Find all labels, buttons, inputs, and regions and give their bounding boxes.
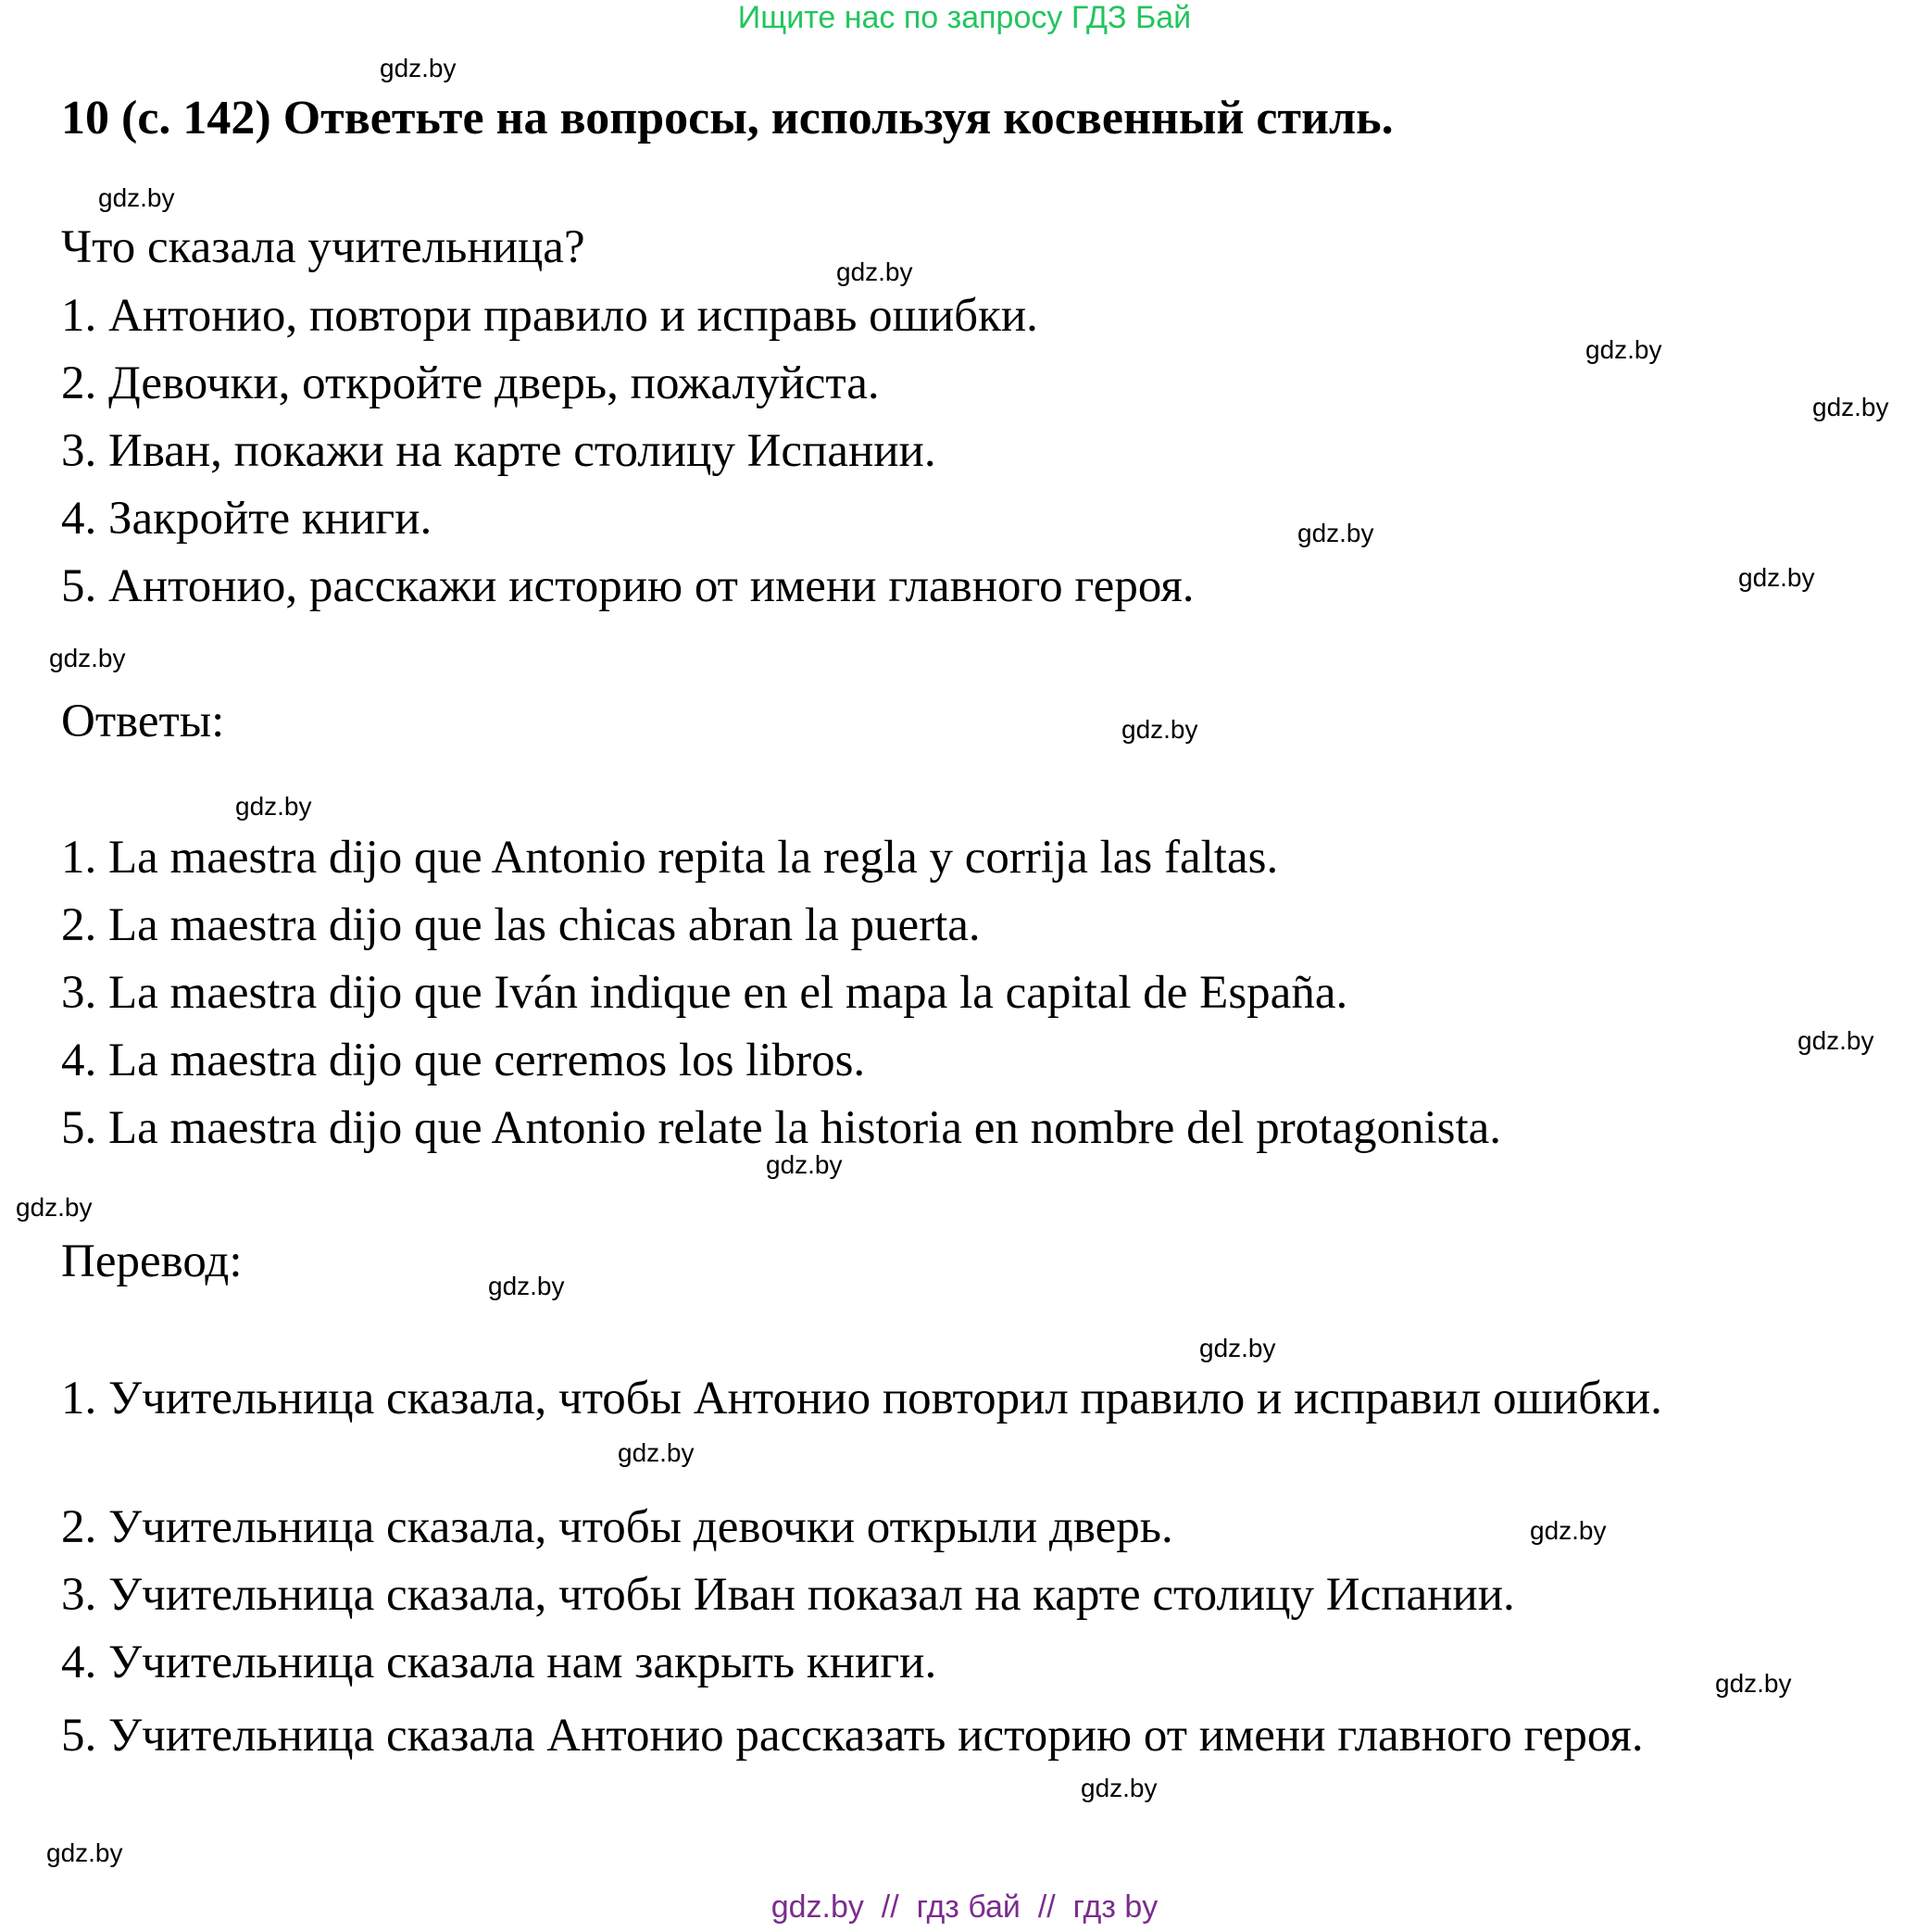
watermark: gdz.by bbox=[235, 792, 312, 821]
translation-item: 2. Учительница сказала, чтобы девочки открыли дверь. bbox=[61, 1501, 1173, 1553]
watermark: gdz.by bbox=[1081, 1774, 1158, 1802]
question-item: 5. Антонио, расскажи историю от имени главного героя. bbox=[61, 560, 1195, 612]
top-banner: Ищите нас по запросу ГДЗ Бай bbox=[737, 0, 1192, 35]
watermark: gdz.by bbox=[1738, 563, 1815, 592]
watermark: gdz.by bbox=[766, 1150, 843, 1179]
watermark: gdz.by bbox=[49, 644, 126, 672]
answer-item: 2. La maestra dijo que las chicas abran la puerta. bbox=[61, 899, 981, 951]
watermark: gdz.by bbox=[1585, 335, 1662, 364]
watermark: gdz.by bbox=[1812, 393, 1889, 421]
question-heading: Что сказала учительница? bbox=[61, 221, 585, 273]
watermark: gdz.by bbox=[618, 1438, 695, 1467]
watermark: gdz.by bbox=[488, 1272, 565, 1300]
watermark: gdz.by bbox=[1530, 1516, 1607, 1545]
watermark: gdz.by bbox=[836, 257, 913, 286]
watermark: gdz.by bbox=[1297, 519, 1374, 547]
question-item: 1. Антонио, повтори правило и исправь ошибки. bbox=[61, 290, 1038, 342]
watermark: gdz.by bbox=[380, 54, 457, 82]
answer-item: 1. La maestra dijo que Antonio repita la regla y corrija las faltas. bbox=[61, 832, 1279, 884]
translation-item: 5. Учительница сказала Антонио рассказать историю от имени главного героя. bbox=[61, 1710, 1644, 1762]
translation-item: 4. Учительница сказала нам закрыть книги. bbox=[61, 1637, 937, 1688]
question-item: 4. Закройте книги. bbox=[61, 493, 432, 545]
answer-item: 3. La maestra dijo que Iván indique en el mapa la capital de España. bbox=[61, 967, 1348, 1019]
watermark: gdz.by bbox=[1121, 715, 1198, 744]
watermark: gdz.by bbox=[16, 1193, 93, 1222]
question-item: 3. Иван, покажи на карте столицу Испании. bbox=[61, 425, 936, 477]
answers-heading: Ответы: bbox=[61, 696, 225, 747]
footer-links: gdz.by // гдз бай // гдз by bbox=[770, 1889, 1159, 1925]
watermark: gdz.by bbox=[1797, 1026, 1874, 1055]
watermark: gdz.by bbox=[1199, 1334, 1276, 1362]
watermark: gdz.by bbox=[98, 183, 175, 212]
question-item: 2. Девочки, откройте дверь, пожалуйста. bbox=[61, 358, 880, 409]
translation-heading: Перевод: bbox=[61, 1236, 243, 1287]
answer-item: 4. La maestra dijo que cerremos los libros. bbox=[61, 1035, 866, 1086]
exercise-title: 10 (с. 142) Ответьте на вопросы, используя косвенный стиль. bbox=[61, 92, 1394, 144]
watermark: gdz.by bbox=[1715, 1669, 1792, 1698]
translation-item: 1. Учительница сказала, чтобы Антонио повторил правило и исправил ошибки. bbox=[61, 1373, 1662, 1424]
watermark: gdz.by bbox=[46, 1838, 123, 1867]
answer-item: 5. La maestra dijo que Antonio relate la historia en nombre del protagonista. bbox=[61, 1102, 1502, 1154]
translation-item: 3. Учительница сказала, чтобы Иван показал на карте столицу Испании. bbox=[61, 1569, 1515, 1621]
